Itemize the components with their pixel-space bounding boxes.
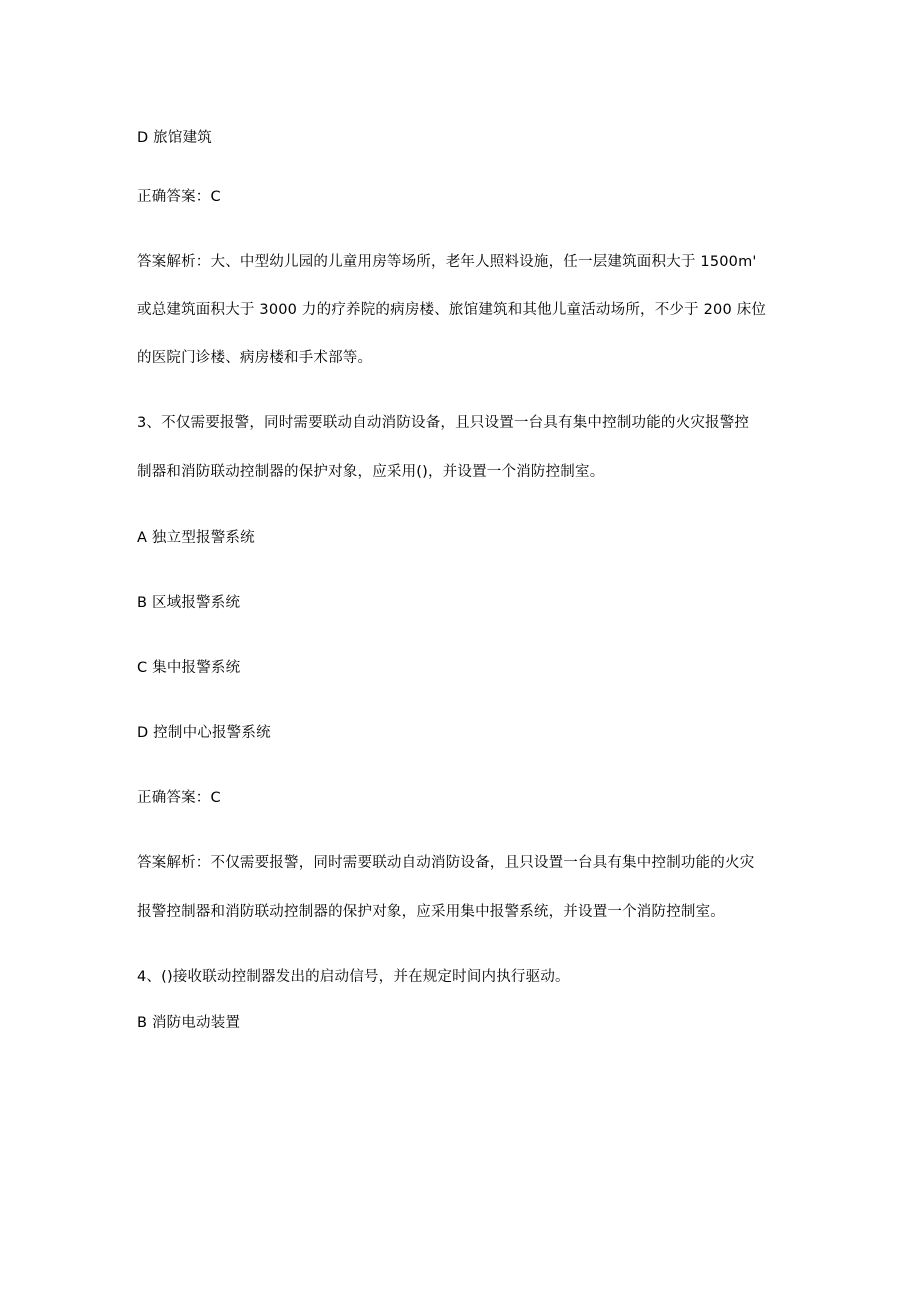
q2-correct-answer: 正确答案：C [137, 189, 221, 205]
q2-explanation-line-3: 的医院门诊楼、病房楼和手术部等。 [137, 350, 373, 366]
q3-question-line-2: 制器和消防联动控制器的保护对象，应采用()，并设置一个消防控制室。 [137, 464, 605, 480]
q3-question-line-1: 3、不仅需要报警，同时需要联动自动消防设备，且只设置一台具有集中控制功能的火灾报警控 [137, 415, 750, 431]
q3-option-c: C 集中报警系统 [137, 660, 241, 676]
q3-correct-answer: 正确答案：C [137, 790, 221, 806]
q3-explanation-line-1: 答案解析：不仅需要报警，同时需要联动自动消防设备，且只设置一台具有集中控制功能的火灾 [137, 855, 755, 871]
q2-option-d: D 旅馆建筑 [137, 130, 212, 146]
q3-option-d: D 控制中心报警系统 [137, 725, 271, 741]
q3-explanation-line-2: 报警控制器和消防联动控制器的保护对象，应采用集中报警系统，并设置一个消防控制室。 [137, 904, 725, 920]
q3-option-a: A 独立型报警系统 [137, 530, 255, 546]
q3-option-b: B 区域报警系统 [137, 595, 241, 611]
q4-question: 4、()接收联动控制器发出的启动信号，并在规定时间内执行驱动。 [137, 969, 570, 985]
q2-explanation-line-2: 或总建筑面积大于 3000 力的疗养院的病房楼、旅馆建筑和其他儿童活动场所，不少于 200 床位 [137, 302, 767, 318]
q4-option-b: B 消防电动装置 [137, 1015, 241, 1031]
q2-explanation-line-1: 答案解析：大、中型幼儿园的儿童用房等场所，老年人照料设施，任一层建筑面积大于 1500m' [137, 254, 757, 270]
